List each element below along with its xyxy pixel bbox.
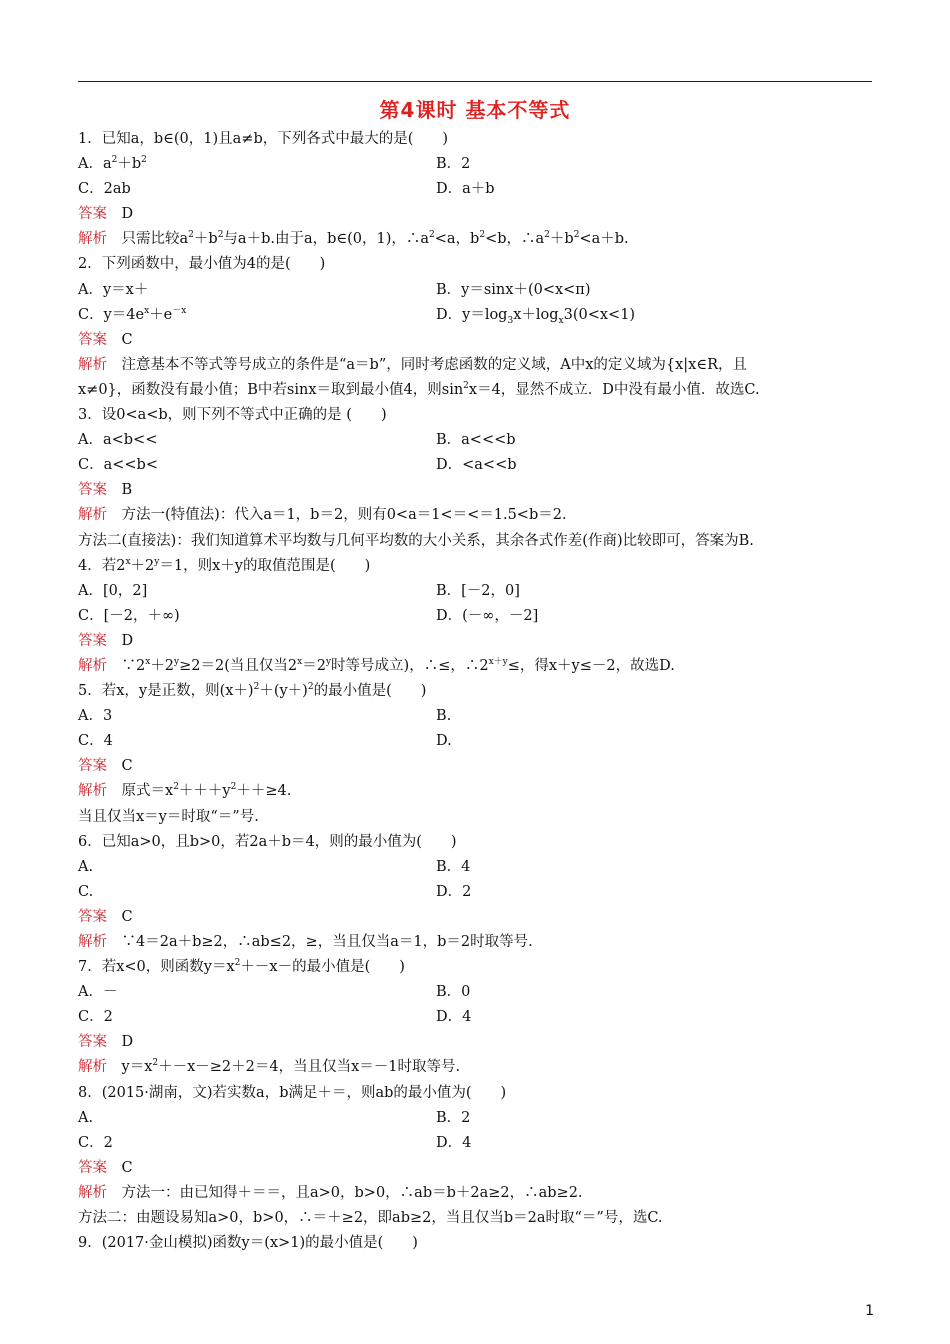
- answer-label: 答案: [78, 206, 107, 223]
- question-6-stem: 6．已知a>0，且b>0，若2a＋b＝4，则的最小值为( ): [78, 833, 457, 850]
- option-c: C．2: [78, 1009, 113, 1026]
- question-8-options-ab: [78, 1106, 878, 1131]
- option-d: D．4: [436, 1009, 472, 1026]
- option-b: B．0: [436, 984, 471, 1001]
- analysis-line: 解析 $y=x^2+-x-\ge 2+2=4$，当且仅当x＝－1时取等号.: [78, 1058, 461, 1076]
- option-a: A．3: [78, 708, 113, 725]
- analysis-label: 解析: [78, 231, 107, 248]
- question-7-stem: 7．若x<0，则函数$y=x^2+-x-$的最小值是( ): [78, 958, 405, 976]
- option-d: D．<a<<b: [436, 457, 517, 474]
- option-d: D．$y=\log_3x+\log_x3(0<x<1)$: [436, 306, 636, 326]
- answer-line: 答案 D: [78, 206, 134, 223]
- document-body: [78, 127, 878, 1256]
- analysis-line: 解析 只需比较$a^2+b^2$与a＋b.由于a，b∈(0，1)，$\therefore a^2<a$，$b^2<b$，$\therefore a^2+b^2<a+b$.: [78, 230, 629, 248]
- question-3-options-ab: [78, 428, 878, 453]
- option-b: B．y＝sinx＋(0<x<π): [436, 281, 591, 298]
- analysis-label: 解析: [78, 507, 107, 524]
- question-4-options-cd: [78, 604, 878, 629]
- analysis-line-continued: 方法二(直接法)：我们知道算术平均数与几何平均数的大小关系，其余各式作差(作商)比较即可，答案为B.: [78, 532, 754, 549]
- question-2-stem: 2．下列函数中，最小值为4的是( ): [78, 256, 326, 273]
- analysis-label: 解析: [78, 356, 107, 373]
- option-c: C．$y=4e^x+e^{-x}$: [78, 305, 187, 323]
- question-4-options-ab: [78, 579, 878, 604]
- option-b: B．[－2，0]: [436, 582, 520, 599]
- analysis-line: 解析 方法一(特值法)：代入a＝1，b＝2，则有0<a＝1<＝<＝1.5<b＝2.: [78, 507, 567, 524]
- option-b: B．2: [436, 1109, 471, 1126]
- analysis-line-continued: 当且仅当x＝y＝时取“＝”号.: [78, 808, 259, 825]
- question-3-options-cd: [78, 453, 878, 478]
- answer-line: 答案 C: [78, 331, 133, 348]
- answer-line: 答案 D: [78, 632, 134, 649]
- option-a: A．$a^2+b^2$: [78, 155, 147, 173]
- analysis-label: 解析: [78, 1184, 107, 1201]
- question-1-options-ab: [78, 152, 878, 177]
- answer-label: 答案: [78, 482, 107, 499]
- answer-label: 答案: [78, 908, 107, 925]
- question-5-stem: 5．若x，y是正数，则$(x+)^2+(y+)^2$的最小值是( ): [78, 682, 427, 700]
- option-d: D．(－∞，－2]: [436, 607, 539, 624]
- option-d: D．4: [436, 1134, 472, 1151]
- option-a: A．－: [78, 984, 118, 1001]
- question-1-options-cd: [78, 177, 878, 202]
- answer-line: 答案 C: [78, 908, 133, 925]
- option-d: D.: [436, 733, 452, 750]
- analysis-line: 解析 ∵4＝2a＋b≥2，∴ab≤2，≥，当且仅当a＝1，b＝2时取等号.: [78, 934, 533, 950]
- option-c: C．4: [78, 733, 113, 750]
- question-8-stem: 8．(2015·湖南，文)若实数a，b满足＋＝，则ab的最小值为( ): [78, 1084, 507, 1101]
- option-a: A．a<b<<: [78, 432, 158, 449]
- analysis-label: 解析: [78, 934, 107, 950]
- page-number: 1: [865, 1303, 874, 1319]
- option-d: D．2: [436, 883, 472, 900]
- question-7-options-cd: [78, 1005, 878, 1030]
- analysis-line-continued: 方法二：由题设易知a>0，b>0，∴＝＋≥2，即ab≥2，当且仅当b＝2a时取“＝”号，选C.: [78, 1210, 663, 1227]
- option-c: C．a<<b<: [78, 457, 158, 474]
- option-a: A．[0，2]: [78, 582, 148, 599]
- answer-line: 答案 C: [78, 758, 133, 775]
- analysis-label: 解析: [78, 657, 107, 674]
- question-3-stem: 3．设0<a<b，则下列不等式中正确的是 ( ): [78, 407, 387, 424]
- header-rule: [78, 81, 872, 82]
- answer-label: 答案: [78, 1034, 107, 1051]
- answer-line: 答案 B: [78, 482, 133, 499]
- answer-label: 答案: [78, 1159, 107, 1176]
- option-b: B．2: [436, 156, 471, 173]
- analysis-line: 解析 注意基本不等式等号成立的条件是“a＝b”，同时考虑函数的定义域，A中x的定义域为{x|x∈R，且: [78, 356, 748, 373]
- question-2-options-ab: [78, 278, 878, 303]
- question-9-stem: 9．(2017·金山模拟)函数y＝(x>1)的最小值是( ): [78, 1235, 418, 1252]
- analysis-line: 解析 $\because 2^x+2^y\ge 2=2$(当且仅当$2^x=2^y$时等号成立)，∴≤，$\therefore 2^{x+y}\le$，得x＋y≤－2，故选D.: [78, 657, 675, 674]
- question-5-options-ab: [78, 704, 878, 729]
- answer-label: 答案: [78, 331, 107, 348]
- answer-line: 答案 D: [78, 1034, 134, 1051]
- question-2-options-cd: [78, 303, 878, 328]
- analysis-line: 解析 原式$=x^2+++y^2++\ge 4$.: [78, 782, 292, 800]
- option-b: B.: [436, 708, 452, 725]
- option-b: B．4: [436, 858, 471, 875]
- option-a: A．y＝x＋: [78, 281, 149, 298]
- answer-line: 答案 C: [78, 1159, 133, 1176]
- question-8-options-cd: [78, 1131, 878, 1156]
- analysis-line: 解析 方法一：由已知得＋＝＝，且a>0，b>0，∴ab＝b＋2a≥2，∴ab≥2.: [78, 1184, 583, 1201]
- analysis-line-continued: x≠0}，函数没有最小值；B中若sinx＝取到最小值4，则$\sin^2x=4$，显然不成立．D中没有最小值．故选C.: [78, 381, 760, 398]
- question-5-options-cd: [78, 729, 878, 754]
- answer-label: 答案: [78, 758, 107, 775]
- option-d: D．a＋b: [436, 181, 495, 198]
- question-6-options-ab: [78, 855, 878, 880]
- option-a: A.: [78, 1109, 94, 1126]
- analysis-label: 解析: [78, 1059, 107, 1076]
- option-c: C．[－2，＋∞): [78, 607, 180, 624]
- analysis-label: 解析: [78, 783, 107, 800]
- option-b: B．a<<<b: [436, 432, 516, 449]
- question-4-stem: 4．若$2^x+2^y=1$，则x＋y的取值范围是( ): [78, 556, 371, 574]
- option-c: C．2ab: [78, 181, 131, 198]
- question-1-stem: 1．已知a，b∈(0，1)且a≠b，下列各式中最大的是( ): [78, 131, 449, 147]
- page-title: 第4课时 基本不等式: [379, 98, 571, 122]
- option-c: C.: [78, 883, 94, 900]
- question-7-options-ab: [78, 980, 878, 1005]
- option-c: C．2: [78, 1134, 113, 1151]
- option-a: A.: [78, 858, 94, 875]
- answer-label: 答案: [78, 632, 107, 649]
- question-6-options-cd: [78, 880, 878, 905]
